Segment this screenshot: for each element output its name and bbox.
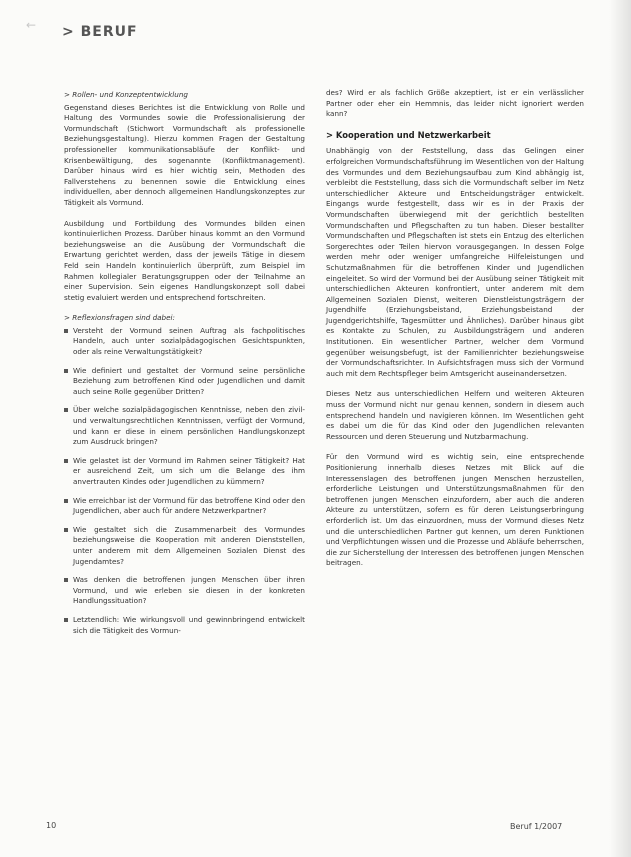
journal-reference: Beruf 1/2007 [510, 822, 563, 831]
paragraph-network-actors: Unabhängig von der Feststellung, dass das Gelingen einer erfolgreichen Vormundschaftsführung im Wesentlichen von der Haltung des Vormundes und dem Beziehungsaufbau zum Kind abhängig ist, verbleibt die Feststellung, dass sich die Vormundschaft selber im Netz unterschiedlicher Akteure und Entscheidungsträger entwickelt. Eingangs wurde festgestellt, dass wir es in der Praxis der Vormundschaften überwiegend mit der gerichtlich bestellten Vormundschaften und Pflegschaften zu tun haben. Dieser bestallter Vormundschaften und Pflegschaften ist stets ein Entzug des elterlichen Sorgerechtes oder Teilen hiervon vorausgegangen. In dessen Folge werden mehr oder weniger umfangreiche Hilfeleistungen und Schutzmaßnahmen für die betroffenen Kinder und Jugendlichen eingeleitet. So wird der Vormund bei der Ausübung seiner Tätigkeit mit unterschiedlichen Akteuren konfrontiert, unter anderem mit dem Allgemeinen Sozialen Dienst, weiteren Dienstleistungsträgern der Jugendhilfe (Erziehungsbeistand, Erziehungsbeistand der Jugendgerichtshilfe, Tagesmütter und Ähnliches). Darüber hinaus gibt es Kontakte zu Schulen, zu Ausbildungsträgern und anderen Institutionen. Ein wesentlicher Partner, welcher dem Vormund gegenüber weisungsbefugt, ist der Familienrichter beziehungsweise der Vormundschaftsrichter. In Aufsichtsfragen muss sich der Vormund auch mit dem Rechtspfleger beim Amtsgericht auseinandersetzen. [326, 146, 584, 378]
left-column [64, 90, 305, 644]
list-item: Letztendlich: Wie wirkungsvoll und gewinnbringend entwickelt sich die Tätigkeit des Vormun- [64, 615, 305, 636]
list-item: Wie gelastet ist der Vormund im Rahmen seiner Tätigkeit? Hat er ausreichend Zeit, um sich um die Belange des ihm anvertrauten Kindes oder Jugendlichen zu kümmern? [64, 456, 305, 488]
list-item: Was denken die betroffenen jungen Menschen über ihren Vormund, und wie erleben sie diesen in der konkreten Handlungssituation? [64, 575, 305, 607]
heading-cooperation-networking: > Kooperation und Netzwerkarbeit [326, 129, 491, 140]
right-column [326, 88, 584, 579]
subheading-role-concept: > Rollen- und Konzeptentwicklung [64, 90, 188, 99]
reflection-question-list [64, 326, 305, 636]
list-item: Wie erreichbar ist der Vormund für das betroffene Kind oder den Jugendlichen, aber auch für andere Netzwerkpartner? [64, 496, 305, 517]
page-number: 10 [46, 821, 57, 830]
paragraph-training: Ausbildung und Fortbildung des Vormundes bilden einen kontinuierlichen Prozess. Darüber hinaus kommt an den Vormund beziehungsweise an die Ausübung der Vormundschaft die Erwartung gerichtet werden, dass der jeweils Tätige in diesem Feld sein Handeln kontinuierlich überprüft, zum Beispiel im Rahmen kollegialer Beratungsgruppen oder der Teilnahme an einer Supervision. Sein eigenes Handlungskonzept soll dabei stetig evaluiert werden und entsprechend fortschreiten. [64, 218, 305, 302]
page-edge-shadow [609, 0, 631, 857]
section-header: > BERUF [62, 24, 138, 40]
list-item: Über welche sozialpädagogischen Kenntnisse, neben den zivil- und verwaltungsrechtlichen Kenntnissen, verfügt der Vormund, und kann er diese in einem persönlichen Handlungskonzept zum Ausdruck bringen? [64, 405, 305, 447]
paragraph-intro: Gegenstand dieses Berichtes ist die Entwicklung von Rolle und Haltung des Vormundes sowie die Professionalisierung der Vormundschaft (Stichwort Vormundschaft als professionelle Beziehungsgestaltung). Hierzu kommen Fragen der Gestaltung professioneller kommunikationsabläufe der Konflikt- und Krisenbewältigung, des sogenannte (Konfliktmanagement). Darüber hinaus wird es hier wichtig sein, Methoden des Fallverstehens zu benennen sowie die Entwicklung eines individuellen, aber dennoch allgemeinen Handlungskonzeptes zur Tätigkeit als Vormund. [64, 102, 305, 207]
paragraph-network-navigation: Dieses Netz aus unterschiedlichen Helfern und weiteren Akteuren muss der Vormund nicht nur genau kennen, sondern in diesem auch entsprechend handeln und navigieren können. Im Wesentlichen geht es dabei um die für das Kind oder den Jugendlichen relevanten Ressourcen und deren Steuerung und Nutzbarmachung. [326, 389, 584, 441]
paragraph-continuation: des? Wird er als fachlich Größe akzeptiert, ist er ein verlässlicher Partner oder eher ein Hemmnis, das leider nicht ignoriert werden kann? [326, 88, 584, 119]
list-item: Wie definiert und gestaltet der Vormund seine persönliche Beziehung zum betroffenen Kind oder Jugendlichen und damit auch seine Rolle gegenüber Dritten? [64, 366, 305, 398]
paragraph-positioning: Für den Vormund wird es wichtig sein, eine entsprechende Positionierung innerhalb dieses Netzes mit Blick auf die Interessenslagen des betroffenen jungen Menschen herzustellen, erforderliche Leistungen und Unterstützungsmaßnahmen für den betroffenen jungen Menschen einzufordern, aber auch die anderen Akteure zu unterstützen, sofern es für deren Leistungserbringung erforderlich ist. Um das einzuordnen, muss der Vormund dieses Netz und die unterschiedlichen Partner gut kennen, um deren Funktionen und Verpflichtungen wissen und die Prozesse und Abläufe beherrschen, die zur Sicherstellung der Interessen des betroffenen jungen Menschen beitragen. [326, 452, 584, 568]
list-item: Versteht der Vormund seinen Auftrag als fachpolitisches Handeln, auch unter sozialpädagogischen Gesichtspunkten, oder als reine Verwaltungstätigkeit? [64, 326, 305, 358]
corner-mark: ← [26, 18, 38, 32]
subheading-reflection-questions: > Reflexionsfragen sind dabei: [64, 313, 175, 323]
list-item: Wie gestaltet sich die Zusammenarbeit des Vormundes beziehungsweise die Kooperation mit anderen Dienststellen, unter anderem mit dem Allgemeinen Sozialen Dienst des Jugendamtes? [64, 525, 305, 567]
